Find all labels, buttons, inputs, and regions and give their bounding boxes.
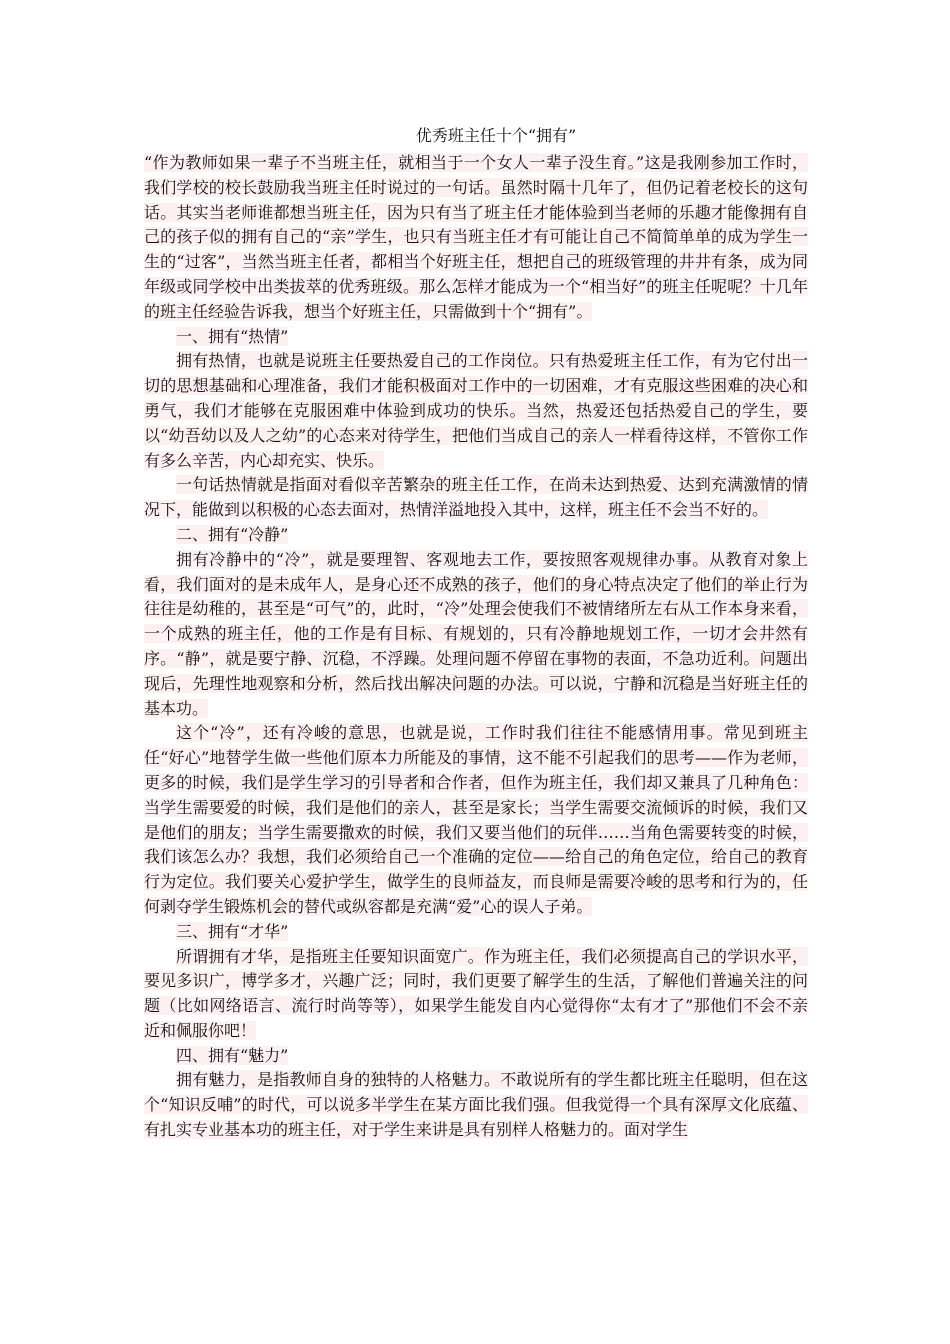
section-heading-talent	[144, 920, 808, 945]
section-charm-paragraph-1	[144, 1068, 808, 1142]
section-heading-text: 四、拥有“魅力”	[176, 1045, 289, 1065]
document-title: 优秀班主任十个“拥有”	[415, 126, 577, 145]
paragraph-text: 这个“冷”，还有冷峻的意思，也就是说，工作时我们往往不能感情用事。常见到班主任“好心”地替学生做一些他们原本力所能及的事情，这不能不引起我们的思考——作为老师，更多的时候，我们是学生学习的引导者和合作者，但作为班主任，我们却又兼具了几种角色：当学生需要爱的时候，我们是他们的亲人，甚至是家长；当学生需要交流倾诉的时候，我们又是他们的朋友；当学生需要撒欢的时候，我们又要当他们的玩伴……当角色需要转变的时候，我们该怎么办？我想，我们必须给自己一个准确的定位——给自己的角色定位，给自己的教育行为定位。我们要关心爱护学生，做学生的良师益友，而良师是需要冷峻的思考和行为的，任何剥夺学生锻炼机会的替代或纵容都是充满“爱”心的误人子弟。	[144, 723, 808, 916]
section-heading-calm	[144, 523, 808, 548]
section-heading-text: 一、拥有“热情”	[176, 326, 289, 346]
section-calm-paragraph-2	[144, 721, 808, 919]
section-passion-paragraph-2	[144, 473, 808, 523]
section-heading-passion	[144, 325, 808, 350]
intro-paragraph	[144, 151, 808, 325]
section-heading-text: 二、拥有“冷静”	[176, 524, 289, 544]
section-passion-paragraph-1	[144, 349, 808, 473]
paragraph-text: 拥有冷静中的“冷”，就是要理智、客观地去工作，要按照客观规律办事。从教育对象上看，我们面对的是未成年人，是身心还不成熟的孩子，他们的身心特点决定了他们的举止行为往往是幼稚的，甚至是“可气”的，此时，“冷”处理会使我们不被情绪所左右从工作本身来看，一个成熟的班主任，他的工作是有目标、有规划的，只有冷静地规划工作，一切才会井然有序。“静”，就是要宁静、沉稳，不浮躁。处理问题不停留在事物的表面，不急功近利。问题出现后，先理性地观察和分析，然后找出解决问题的办法。可以说，宁静和沉稳是当好班主任的基本功。	[144, 549, 808, 718]
paragraph-text: 拥有热情，也就是说班主任要热爱自己的工作岗位。只有热爱班主任工作，有为它付出一切的思想基础和心理准备，我们才能积极面对工作中的一切困难，才有克服这些困难的决心和勇气，我们才能够在克服困难中体验到成功的快乐。当然，热爱还包括热爱自己的学生，要以“幼吾幼以及人之幼”的心态来对待学生，把他们当成自己的亲人一样看待这样，不管你工作有多么辛苦，内心却充实、快乐。	[144, 351, 808, 470]
section-talent-paragraph-1	[144, 945, 808, 1044]
section-heading-text: 三、拥有“才华”	[176, 921, 289, 941]
section-heading-charm	[144, 1044, 808, 1069]
paragraph-text: 拥有魅力，是指教师自身的独特的人格魅力。不敢说所有的学生都比班主任聪明，但在这个“知识反哺”的时代，可以说多半学生在某方面比我们强。但我觉得一个具有深厚文化底蕴、有扎实专业基本功的班主任，对于学生来讲是具有别样人格魅力的。面对学生	[144, 1070, 808, 1140]
document-page	[144, 124, 808, 1143]
paragraph-text: 一句话热情就是指面对看似辛苦繁杂的班主任工作，在尚未达到热爱、达到充满激情的情况下，能做到以积极的心态去面对，热情洋溢地投入其中，这样，班主任不会当不好的。	[144, 475, 808, 520]
intro-text: “作为教师如果一辈子不当班主任，就相当于一个女人一辈子没生育。”这是我刚参加工作时，我们学校的校长鼓励我当班主任时说过的一句话。虽然时隔十几年了，但仍记着老校长的这句话。其实当老师谁都想当班主任，因为只有当了班主任才能体验到当老师的乐趣才能像拥有自己的孩子似的拥有自己的“亲”学生，也只有当班主任才有可能让自己不简简单单的成为学生一生的“过客”，当然当班主任者，都相当个好班主任，想把自己的班级管理的井井有条，成为同年级或同学校中出类拔萃的优秀班级。那么怎样才能成为一个“相当好”的班主任呢呢？十几年的班主任经验告诉我，想当个好班主任，只需做到十个“拥有”。	[144, 153, 808, 321]
paragraph-text: 所谓拥有才华，是指班主任要知识面宽广。作为班主任，我们必须提高自己的学识水平，要见多识广，博学多才，兴趣广泛；同时，我们更要了解学生的生活，了解他们普遍关注的问题（比如网络语言、流行时尚等等），如果学生能发自内心觉得你“太有才了”那他们不会不亲近和佩服你吧！	[144, 946, 808, 1040]
section-calm-paragraph-1	[144, 548, 808, 722]
